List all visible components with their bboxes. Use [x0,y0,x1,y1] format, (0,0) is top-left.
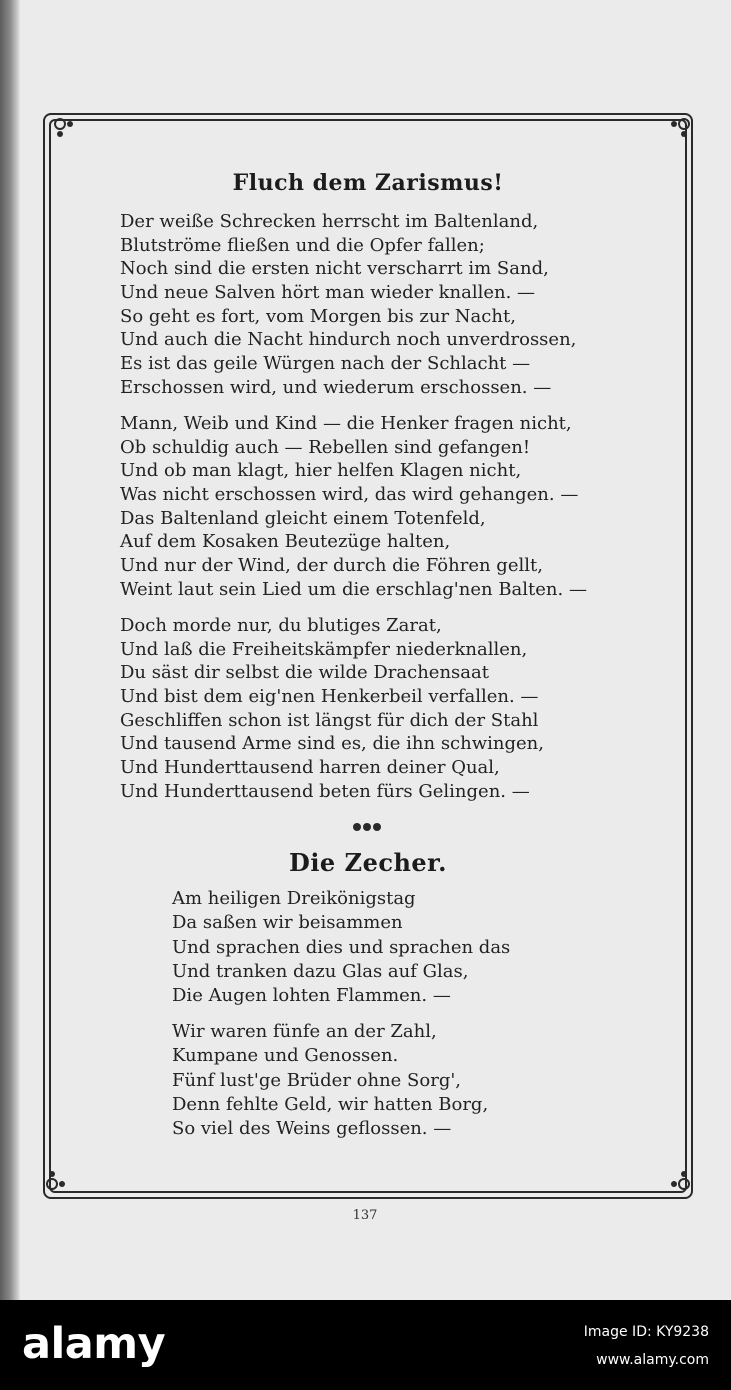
verse-line: Und neue Salven hört man wieder knallen. — [120,282,536,304]
verse-line: Fünf lust'ge Brüder ohne Sorg', [172,1069,462,1091]
poem-title: Die Zecher. [289,848,447,877]
verse-line: Und nur der Wind, der durch die Föhren gellt, [120,555,543,577]
verse-line: Blutströme fließen und die Opfer fallen; [120,234,485,256]
verse-line: Da saßen wir beisammen [172,912,403,934]
verse-line: Auf dem Kosaken Beutezüge halten, [120,531,451,553]
verse-line: Du säst dir selbst die wilde Drachensaat [120,662,489,684]
verse-line: Weint laut sein Lied um die erschlag'nen Balten. — [120,578,587,600]
verse-line: Doch morde nur, du blutiges Zarat, [120,615,442,636]
poem-stanza [172,887,612,1008]
poem-stanza [120,210,640,400]
verse-line: Und bist dem eig'nen Henkerbeil verfallen. — [120,686,539,708]
site-url: www.alamy.com [596,1352,709,1368]
poem-stanza [172,1020,612,1141]
verse-line: So viel des Weins geflossen. — [172,1118,452,1140]
verse-line: Und Hunderttausend beten fürs Gelingen. — [120,780,530,802]
image-id-label: Image ID: KY9238 [583,1324,709,1340]
three-dots-ornament-icon [352,817,382,827]
corner-ornament-icon [666,1166,692,1192]
verse-line: Erschossen wird, und wiederum erschossen. — [120,376,552,398]
verse-line: Denn fehlte Geld, wir hatten Borg, [172,1093,489,1115]
verse-line: Wir waren fünfe an der Zahl, [172,1021,437,1042]
verse-line: Das Baltenland gleicht einem Totenfeld, [120,507,486,529]
verse-line: So geht es fort, vom Morgen bis zur Nacht, [120,305,516,327]
verse-line: Mann, Weib und Kind — die Henker fragen nicht, [120,413,572,434]
verse-line: Die Augen lohten Flammen. — [172,985,451,1007]
poem-title: Fluch dem Zarismus! [232,170,504,196]
verse-line: Und auch die Nacht hindurch noch unverdrossen, [120,329,577,351]
verse-line: Und ob man klagt, hier helfen Klagen nicht, [120,460,522,482]
verse-line: Noch sind die ersten nicht verscharrt im Sand, [120,258,549,280]
verse-line: Geschliffen schon ist längst für dich der Stahl [120,709,539,731]
verse-line: Am heiligen Dreikönigstag [172,888,416,909]
verse-line: Was nicht erschossen wird, das wird gehangen. — [120,484,579,506]
verse-line: Und sprachen dies und sprachen das [172,936,511,958]
corner-ornament-icon [666,116,692,142]
verse-line: Und Hunderttausend harren deiner Qual, [120,757,500,779]
verse-line: Kumpane und Genossen. [172,1045,399,1067]
verse-line: Ob schuldig auch — Rebellen sind gefangen! [120,436,531,458]
verse-line: Und laß die Freiheitskämpfer niederknallen, [120,638,528,660]
verse-line: Der weiße Schrecken herrscht im Baltenland, [120,211,539,232]
poem-stanza [120,614,640,804]
verse-line: Und tranken dazu Glas auf Glas, [172,960,469,982]
corner-ornament-icon [44,1166,70,1192]
corner-ornament-icon [52,116,78,142]
poem-stanza [120,412,640,602]
page-number: 137 [352,1208,378,1223]
page-binding-shadow [0,0,20,1300]
verse-line: Und tausend Arme sind es, die ihn schwingen, [120,733,544,755]
alamy-logo: alamy [22,1319,166,1369]
verse-line: Es ist das geile Würgen nach der Schlacht — [120,353,531,375]
